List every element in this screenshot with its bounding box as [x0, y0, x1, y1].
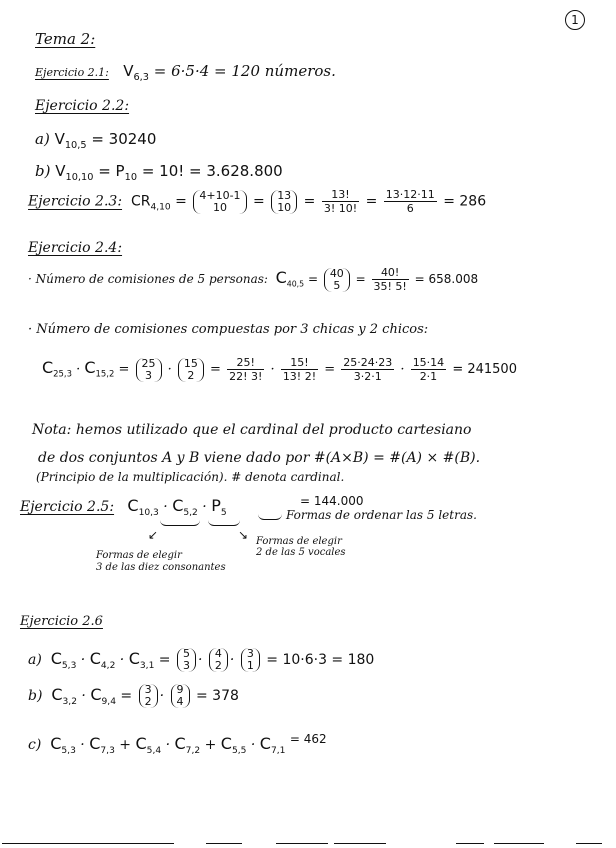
fraction: $\frac{25\cdot 24\cdot 23}{3\cdot 2\cdot 1}$: [343, 356, 393, 383]
footer-rule: [206, 843, 242, 844]
fraction: $\frac{40!}{35! 5!}$: [373, 266, 407, 293]
exercise-2-4-line1: · Número de comisiones de 5 personas: $C_{40,5}$ = 40 5 = $\frac{40!}{35! 5!}$ = 658.008: [28, 266, 479, 293]
exercise-2-3: Ejercicio 2.3: $CR_{4,10}$ = 4+10-1 10 = 13 10 = $\frac{13!}{3! 10!}$ = $\frac{13\cdot 12\cdot 11}{6}$ = 286: [28, 188, 487, 215]
annotation-c2: Formas de elegir 2 de las 5 vocales: [256, 536, 346, 558]
brace-c2: [208, 520, 240, 526]
binomial: 15 2: [178, 358, 204, 382]
binomial: 3 1: [241, 648, 260, 672]
brace-c1: [160, 520, 200, 526]
exercise-label: Ejercicio 2.3:: [28, 193, 123, 210]
fraction: $\frac{25!}{22! 3!}$: [229, 356, 263, 383]
binomial: 5 3: [177, 648, 196, 672]
exercise-2-4-label: Ejercicio 2.4:: [28, 240, 123, 256]
exercise-2-5: Ejercicio 2.5: $C_{10,3} \cdot C_{5,2} \cdot P_5$: [20, 496, 227, 518]
footer-rule: [494, 843, 544, 844]
fraction: $\frac{15!}{13! 2!}$: [282, 356, 317, 383]
binomial: 40 5: [324, 268, 350, 292]
binomial: 25 3: [136, 358, 162, 382]
footer-rule: [334, 843, 386, 844]
exercise-2-2-b: b) $V_{10,10} = P_{10} = 10$! = 3.628.800: [35, 162, 283, 183]
page-number-badge: 1: [565, 10, 585, 30]
exercise-2-6-b: b) $C_{3,2} \cdot C_{9,4}$ = 3 2 · 9 4 = 378: [28, 683, 239, 708]
exercise-2-6-label: Ejercicio 2.6: [20, 614, 103, 629]
exercise-label: Ejercicio 2.1:: [35, 66, 109, 79]
arrow-right-icon: ↘: [238, 528, 249, 542]
exercise-2-6-a: a) $C_{5,3} \cdot C_{4,2} \cdot C_{3,1}$ = 5 3 · 4 2 · 3 1 = 10·6·3 = 180: [28, 647, 375, 672]
binomial: 9 4: [171, 684, 190, 708]
annotation-p: Formas de ordenar las 5 letras.: [286, 508, 477, 522]
binomial: 4+10-1 10: [193, 190, 246, 214]
exercise-2-1: Ejercicio 2.1: $V_{6,3} = 6\cdot 5\cdot 4 = 120$ números.: [35, 62, 336, 83]
footer-rule: [2, 843, 174, 844]
binomial: 4 2: [209, 648, 228, 672]
exercise-2-4-line2: · Número de comisiones compuestas por 3 chicas y 2 chicos:: [28, 322, 429, 337]
exercise-2-5-result: = 144.000: [300, 494, 364, 508]
fraction: $\frac{13\cdot 12\cdot 11}{6}$: [385, 188, 435, 215]
fraction: $\frac{15\cdot 14}{2\cdot 1}$: [412, 356, 445, 383]
exercise-2-2-a: a) $V_{10,5} = 30240$: [35, 130, 157, 151]
binomial: 3 2: [139, 684, 158, 708]
note-line-2: de dos conjuntos A y B viene dado por #(A×B) = #(A) × #(B).: [38, 450, 481, 466]
footer-rule: [576, 843, 602, 844]
exercise-2-2-label: Ejercicio 2.2:: [35, 98, 130, 114]
exercise-2-6-c: c) $C_{5,3} \cdot C_{7,3} + C_{5,4} \cdot C_{7,2} + C_{5,5} \cdot C_{7,1} = 462$: [28, 732, 327, 756]
note-line-1: Nota: hemos utilizado que el cardinal del producto cartesiano: [32, 422, 472, 438]
fraction: $\frac{13!}{3! 10!}$: [323, 188, 358, 215]
annotation-c1: Formas de elegir 3 de las diez consonantes: [96, 550, 226, 573]
footer-rule: [276, 843, 328, 844]
footer-rule: [456, 843, 484, 844]
arrow-down-left-icon: ↙: [148, 528, 159, 542]
note-line-3: (Principio de la multiplicación). # denota cardinal.: [36, 470, 345, 484]
exercise-label: Ejercicio 2.5:: [20, 499, 115, 515]
brace-p: [258, 514, 282, 520]
binomial: 13 10: [271, 190, 297, 214]
page-title: Tema 2:: [35, 30, 96, 48]
exercise-2-4-line2-expr: $C_{25,3} \cdot C_{15,2}$ = 25 3 · 15 2 = $\frac{25!}{22! 3!}$ · $\frac{15!}{13! 2!}$ = $\frac{25\cdot 24\cdot 23}{3\cdot 2\cdot 1}$ · $\frac{15\cdot 14}{2\cdot 1}$ = 241500: [42, 356, 517, 383]
